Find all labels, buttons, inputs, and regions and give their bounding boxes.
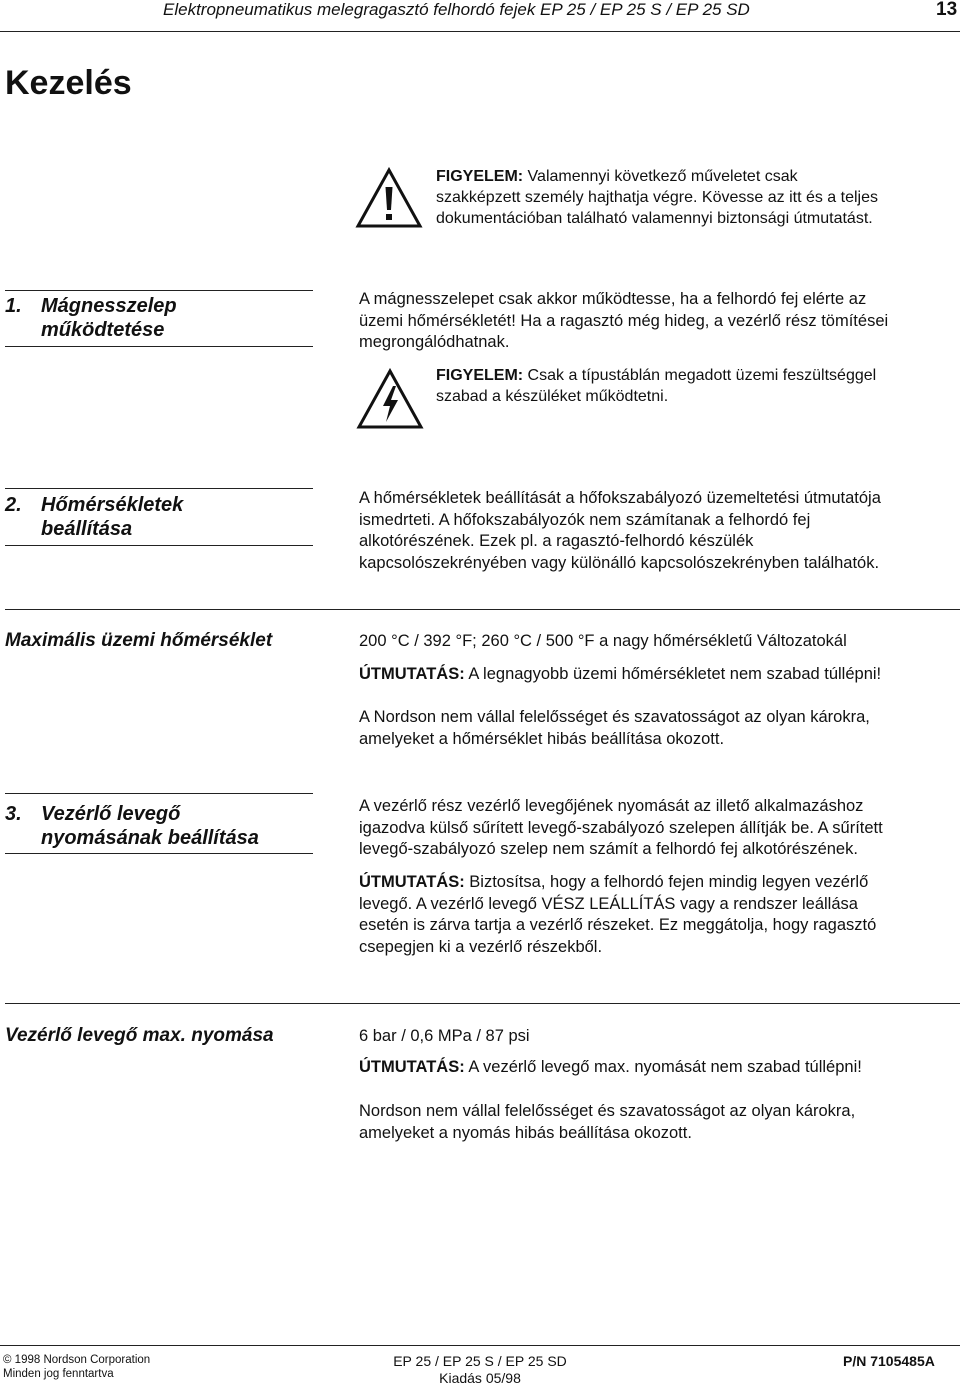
section-3-note xyxy=(359,872,959,958)
section-title-text: beállítása xyxy=(41,518,133,540)
spec-temp-rule xyxy=(5,609,960,610)
spec-temp-label: Maximális üzemi hőmérséklet xyxy=(5,630,273,651)
copyright-line: Minden jog fenntartva xyxy=(3,1368,114,1380)
body-line: csepegjen ki a vezérlő részekből. xyxy=(359,937,603,956)
spec-pressure-rule xyxy=(5,1003,960,1004)
section-3-text xyxy=(359,796,959,861)
section-number: 3. xyxy=(5,803,22,825)
general-warning xyxy=(436,166,956,229)
section-2-top-rule xyxy=(5,488,313,489)
spec-temp-note xyxy=(359,664,959,686)
body-line: levegő-szabályozó szelep nem számít a felhordó fej alkotórészének. xyxy=(359,840,858,858)
body-line: igazodva külső sűrített levegő-szabályozó szelepen állítják be. A sűrített xyxy=(359,818,883,837)
warning-label: FIGYELEM: xyxy=(436,168,524,185)
section-title-text: nyomásának beállítása xyxy=(41,827,259,849)
footer-part-number: P/N 7105485A xyxy=(843,1353,935,1369)
warning-label: FIGYELEM: xyxy=(436,367,524,384)
spec-pressure-value: 6 bar / 0,6 MPa / 87 psi xyxy=(359,1027,530,1045)
header-divider xyxy=(0,31,960,32)
running-header-title: Elektropneumatikus melegragasztó felhordó fejek EP 25 / EP 25 S / EP 25 SD xyxy=(163,0,750,19)
exclamation-warning-icon xyxy=(355,167,423,229)
spec-temp-value: 200 °C / 392 °F; 260 °C / 500 °F a nagy hőmérsékletű Változatokál xyxy=(359,632,847,650)
section-1-bottom-rule xyxy=(5,346,313,347)
page-heading: Kezelés xyxy=(5,64,132,102)
voltage-warning xyxy=(436,365,956,407)
body-line: amelyeket a nyomás hibás beállítása okozott. xyxy=(359,1123,692,1142)
note-text: A vezérlő levegő max. nyomását nem szabad túllépni! xyxy=(464,1058,862,1076)
page-number: 13 xyxy=(936,0,958,20)
body-line: A hőmérsékletek beállítását a hőfokszabályozó üzemeltetési útmutatója xyxy=(359,489,881,507)
section-3-top-rule xyxy=(5,793,313,794)
spec-pressure-note xyxy=(359,1057,959,1079)
footer-edition-line: Kiadás 05/98 xyxy=(439,1370,521,1386)
body-line: alkotórészének. Ezek pl. a ragasztó-felhordó készülék xyxy=(359,532,754,550)
section-1-title xyxy=(5,294,177,342)
body-line: A mágnesszelepet csak akkor működtesse, ha a felhordó fej elérte az xyxy=(359,290,867,308)
body-line: megrongálódhatnak. xyxy=(359,333,510,351)
section-3-bottom-rule xyxy=(5,853,313,854)
body-line: üzemi hőmérsékletét! Ha a ragasztó még hideg, a vezérlő rész tömítései xyxy=(359,311,889,330)
note-label: ÚTMUTATÁS: xyxy=(359,1058,465,1076)
body-line: A vezérlő rész vezérlő levegőjének nyomását az illető alkalmazáshoz xyxy=(359,797,864,815)
spec-pressure-disclaimer xyxy=(359,1101,959,1144)
section-2-text xyxy=(359,488,959,574)
section-number: 1. xyxy=(5,295,22,317)
body-line: levegő. A vezérlő levegő VÉSZ LEÁLLÍTÁS vagy a rendszer leállása xyxy=(359,894,858,913)
section-title-text: Vezérlő levegő xyxy=(41,803,181,825)
spec-temp-disclaimer xyxy=(359,707,959,750)
note-text: A legnagyobb üzemi hőmérsékletet nem szabad túllépni! xyxy=(464,665,882,683)
section-1-text xyxy=(359,289,959,354)
section-title-text: Hőmérsékletek xyxy=(41,494,184,516)
footer-copyright xyxy=(3,1353,150,1381)
warning-line: szakképzett személy hajthatja végre. Kövesse az itt és a teljes xyxy=(436,189,878,206)
note-text: Biztosítsa, hogy a felhordó fejen mindig legyen vezérlő xyxy=(464,873,869,891)
warning-line: dokumentációban található valamennyi biztonsági útmutatást. xyxy=(436,210,873,227)
footer-divider xyxy=(0,1345,960,1346)
section-2-bottom-rule xyxy=(5,545,313,546)
section-title-text: Mágnesszelep xyxy=(41,295,177,317)
footer-model-line: EP 25 / EP 25 S / EP 25 SD xyxy=(393,1353,567,1369)
copyright-line: © 1998 Nordson Corporation xyxy=(3,1354,151,1366)
spec-pressure-label: Vezérlő levegő max. nyomása xyxy=(5,1025,274,1046)
body-line: amelyeket a hőmérséklet hibás beállítása okozott. xyxy=(359,729,725,748)
body-line: ismedrteti. A hőfokszabályozók nem számítanak a felhordó fej xyxy=(359,510,811,529)
footer-model xyxy=(355,1353,605,1387)
body-line: kapcsolószekrényében vagy különálló kapcsolószekrényben találhatók. xyxy=(359,553,880,572)
note-label: ÚTMUTATÁS: xyxy=(359,873,465,891)
section-number: 2. xyxy=(5,494,22,516)
warning-line: szabad a készüléket működtetni. xyxy=(436,388,669,405)
note-label: ÚTMUTATÁS: xyxy=(359,665,465,683)
section-3-title xyxy=(5,802,259,850)
section-2-title xyxy=(5,493,183,541)
warning-line: Valamennyi következő műveletet csak xyxy=(523,168,798,185)
body-line: A Nordson nem vállal felelősséget és szavatosságot az olyan károkra, xyxy=(359,708,870,726)
high-voltage-warning-icon xyxy=(356,368,424,430)
section-1-top-rule xyxy=(5,290,313,291)
body-line: esetén is zárva tartja a vezérlő részeket. Ez meggátolja, hogy ragasztó xyxy=(359,916,877,934)
section-title-text: működtetése xyxy=(41,319,165,341)
warning-line: Csak a típustáblán megadott üzemi feszültséggel xyxy=(523,367,877,384)
body-line: Nordson nem vállal felelősséget és szavatosságot az olyan károkra, xyxy=(359,1102,856,1120)
